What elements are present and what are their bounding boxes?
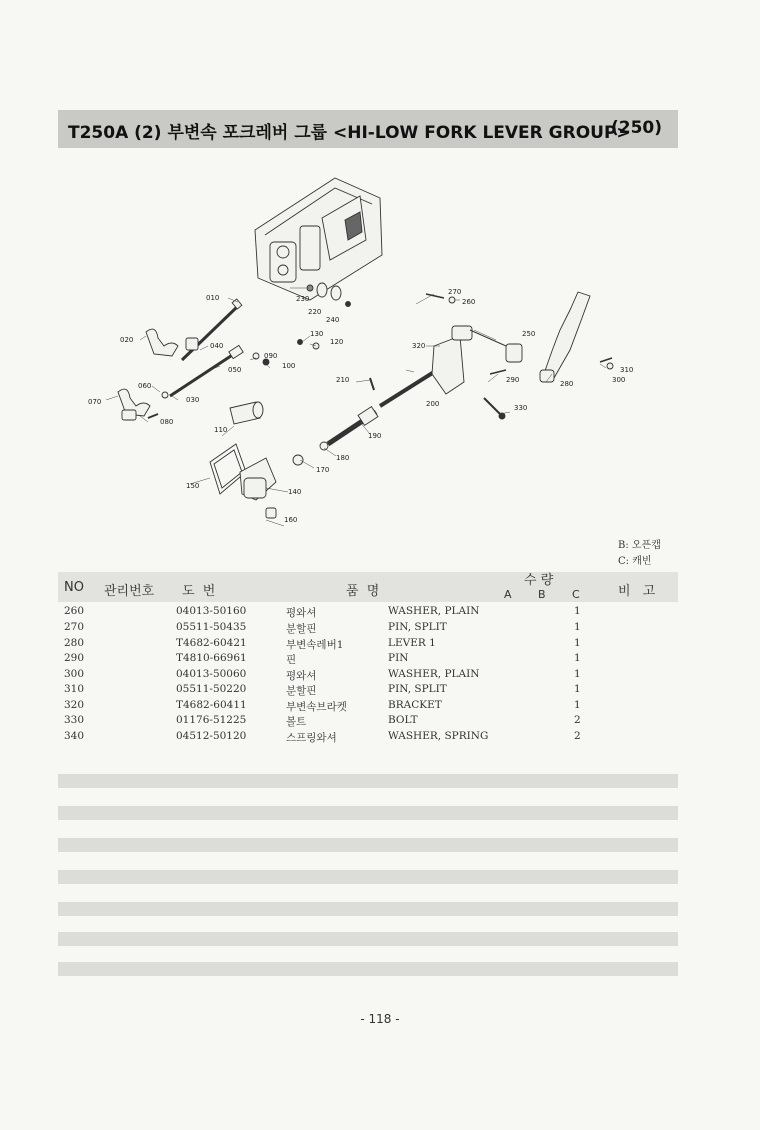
callout: 060 xyxy=(138,382,152,390)
callout: 310 xyxy=(620,366,634,374)
empty-row-band xyxy=(58,962,678,976)
empty-row-band xyxy=(58,932,678,946)
empty-row-band xyxy=(58,902,678,916)
empty-row-band xyxy=(58,774,678,788)
callout: 210 xyxy=(336,376,350,384)
callout: 100 xyxy=(282,362,296,370)
legend xyxy=(618,538,661,570)
callout: 250 xyxy=(522,330,536,338)
table-row: 330 01176-51225 볼트 BOLT 2 xyxy=(64,714,581,728)
table-row: 280 T4682-60421 부변속레버1 LEVER 1 1 xyxy=(64,637,581,651)
callout: 320 xyxy=(412,342,426,350)
page-title: T250A (2) 부변속 포크레버 그룹 <HI-LOW FORK LEVER GROUP> xyxy=(68,123,631,143)
callout: 110 xyxy=(214,426,228,434)
transmission-housing xyxy=(255,178,382,300)
parts-220-240 xyxy=(317,283,351,307)
header-drawing-no: 도 번 xyxy=(182,584,218,599)
header-no: NO xyxy=(64,580,84,595)
callout: 160 xyxy=(284,516,298,524)
exploded-parts-diagram xyxy=(60,160,680,550)
page-number: - 118 - xyxy=(360,1012,400,1026)
table-row: 260 04013-50160 평와셔 WASHER, PLAIN 1 xyxy=(64,605,581,619)
gasket-150 xyxy=(210,444,246,494)
bracket-320 xyxy=(432,326,472,394)
callout: 090 xyxy=(264,352,278,360)
header-qty-a: A xyxy=(504,588,512,601)
callout: 330 xyxy=(514,404,528,412)
callout: 030 xyxy=(186,396,200,404)
callout: 170 xyxy=(316,466,330,474)
callout: 070 xyxy=(88,398,102,406)
callout: 300 xyxy=(612,376,626,384)
empty-row-band xyxy=(58,838,678,852)
table-row: 340 04512-50120 스프링와셔 WASHER, SPRING 2 xyxy=(64,730,581,744)
shift-fork-070 xyxy=(118,389,150,420)
callout: 120 xyxy=(330,338,344,346)
header-qty-c: C xyxy=(572,588,580,601)
lever-280 xyxy=(540,292,590,382)
callout: 240 xyxy=(326,316,340,324)
callout: 040 xyxy=(210,342,224,350)
callout-labels xyxy=(88,288,633,524)
header-part-name: 품 명 xyxy=(346,584,382,599)
callout: 200 xyxy=(426,400,440,408)
header-remarks: 비 고 xyxy=(618,584,660,599)
callout: 140 xyxy=(288,488,302,496)
callout: 230 xyxy=(296,295,310,303)
cover-140 xyxy=(240,458,276,500)
callout: 020 xyxy=(120,336,134,344)
callout: 220 xyxy=(308,308,322,316)
diagram-svg xyxy=(60,160,680,550)
empty-row-band xyxy=(58,870,678,884)
table-row: 310 05511-50220 분할핀 PIN, SPLIT 1 xyxy=(64,683,581,697)
header-qty: 수 량 xyxy=(524,573,554,588)
header-mgmt-no: 관리번호 xyxy=(104,584,155,599)
table-row: 270 05511-50435 분할핀 PIN, SPLIT 1 xyxy=(64,621,581,635)
table-row: 300 04013-50060 평와셔 WASHER, PLAIN 1 xyxy=(64,668,581,682)
empty-row-band xyxy=(58,806,678,820)
title-bar xyxy=(58,110,678,148)
legend-c: C: 캐빈 xyxy=(618,556,652,567)
group-number: (250) xyxy=(610,118,662,138)
callout: 270 xyxy=(448,288,462,296)
legend-b: B: 오픈캡 xyxy=(618,540,661,551)
callout: 130 xyxy=(310,330,324,338)
callout: 080 xyxy=(160,418,174,426)
sleeve-110 xyxy=(230,402,263,424)
callout: 280 xyxy=(560,380,574,388)
table-header xyxy=(58,572,678,602)
callout: 010 xyxy=(206,294,220,302)
callout: 290 xyxy=(506,376,520,384)
header-qty-b: B xyxy=(538,588,546,601)
callout: 150 xyxy=(186,482,200,490)
callout: 190 xyxy=(368,432,382,440)
table-row: 320 T4682-60411 부변속브라켓 BRACKET 1 xyxy=(64,699,581,713)
callout: 050 xyxy=(228,366,242,374)
callout: 180 xyxy=(336,454,350,462)
table-row: 290 T4810-66961 핀 PIN 1 xyxy=(64,652,581,666)
callout: 260 xyxy=(462,298,476,306)
